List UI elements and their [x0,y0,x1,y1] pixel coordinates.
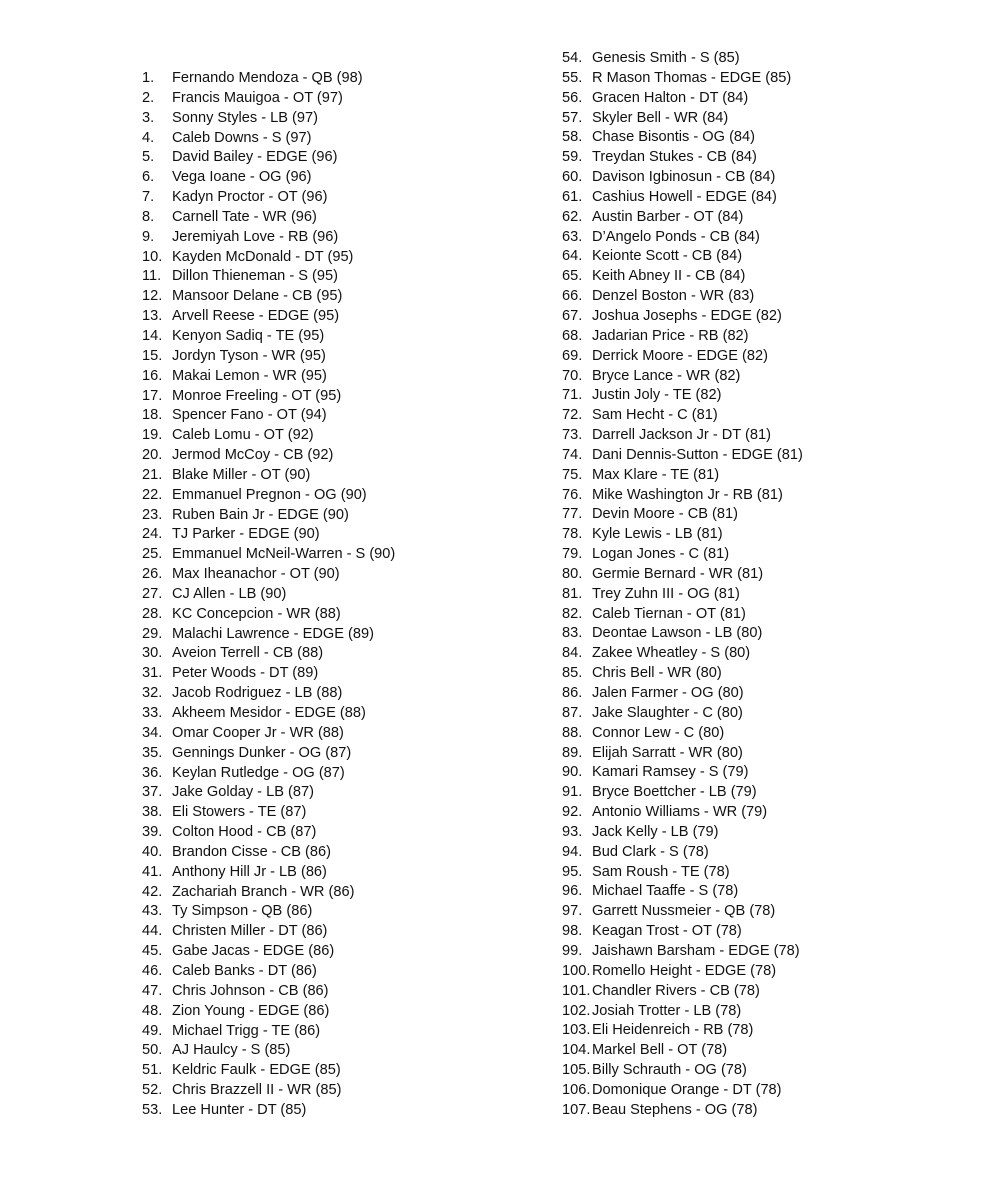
item-number: 36. [142,764,163,781]
item-number: 81. [562,585,583,602]
item-number: 105. [562,1062,591,1079]
item-text: Gennings Dunker - OG (87) [172,744,352,761]
item-number: 15. [142,347,163,364]
item-number: 95. [562,863,583,880]
item-text: Devin Moore - CB (81) [592,506,738,523]
item-number: 72. [562,407,583,424]
item-text: Emmanuel McNeil-Warren - S (90) [172,546,396,563]
item-number: 51. [142,1062,163,1079]
item-text: Romello Height - EDGE (78) [592,962,777,979]
item-text: AJ Haulcy - S (85) [172,1042,291,1059]
item-text: Makai Lemon - WR (95) [172,367,327,384]
item-number: 49. [142,1022,163,1039]
item-text: Davison Igbinosun - CB (84) [592,169,776,186]
item-text: Arvell Reese - EDGE (95) [172,308,340,325]
item-number: 78. [562,526,583,543]
item-text: Christen Miller - DT (86) [172,923,328,940]
item-number: 9. [142,228,155,245]
item-number: 45. [142,943,163,960]
item-number: 69. [562,347,583,364]
item-number: 48. [142,1002,163,1019]
item-number: 41. [142,863,163,880]
item-text: Derrick Moore - EDGE (82) [592,347,768,364]
item-number: 102. [562,1002,591,1019]
item-text: Chris Bell - WR (80) [592,665,722,682]
item-text: Bud Clark - S (78) [592,843,709,860]
item-number: 86. [562,685,583,701]
item-number: 6. [142,169,155,186]
item-number: 12. [142,288,163,305]
item-number: 3. [142,109,155,126]
item-number: 53. [142,1101,163,1118]
item-text: Bryce Lance - WR (82) [592,367,741,384]
item-text: Mansoor Delane - CB (95) [172,288,343,305]
item-text: Michael Trigg - TE (86) [172,1022,321,1039]
item-number: 46. [142,962,163,979]
item-text: Keagan Trost - OT (78) [592,923,742,940]
item-number: 57. [562,109,583,126]
item-number: 89. [562,744,583,761]
item-number: 20. [142,447,163,464]
item-number: 104. [562,1042,591,1059]
item-number: 44. [142,923,163,940]
item-number: 87. [562,704,583,721]
item-text: Joshua Josephs - EDGE (82) [592,307,782,324]
item-text: Elijah Sarratt - WR (80) [592,744,743,761]
item-number: 17. [142,387,163,404]
item-text: Dani Dennis-Sutton - EDGE (81) [592,446,803,463]
item-text: David Bailey - EDGE (96) [172,149,338,166]
item-number: 107. [562,1101,591,1118]
item-number: 73. [562,427,583,444]
item-text: TJ Parker - EDGE (90) [172,526,320,543]
item-text: Jalen Farmer - OG (80) [592,685,744,701]
item-number: 65. [562,268,583,285]
item-text: Kayden McDonald - DT (95) [172,248,354,265]
item-text: Gracen Halton - DT (84) [592,89,749,106]
item-text: Malachi Lawrence - EDGE (89) [172,625,374,642]
item-text: Justin Joly - TE (82) [592,387,722,404]
item-number: 90. [562,764,583,781]
item-number: 84. [562,645,583,662]
item-text: Jake Golday - LB (87) [172,784,314,801]
item-text: Zakee Wheatley - S (80) [592,645,751,662]
item-number: 4. [142,129,155,146]
item-text: Domonique Orange - DT (78) [592,1081,782,1098]
item-text: Jadarian Price - RB (82) [592,327,749,344]
item-text: Keylan Rutledge - OG (87) [172,764,345,781]
item-text: Chris Johnson - CB (86) [172,982,329,999]
item-number: 5. [142,149,155,166]
item-text: Austin Barber - OT (84) [592,208,744,225]
item-number: 42. [142,883,163,900]
item-number: 68. [562,327,583,344]
item-text: Max Klare - TE (81) [592,466,720,483]
item-text: Denzel Boston - WR (83) [592,288,755,305]
item-number: 29. [142,625,163,642]
item-number: 88. [562,724,583,741]
item-text: Colton Hood - CB (87) [172,824,317,841]
item-number: 66. [562,288,583,305]
item-number: 106. [562,1081,591,1098]
item-text: Darrell Jackson Jr - DT (81) [592,427,771,444]
item-number: 1. [142,70,155,86]
item-number: 43. [142,903,163,920]
item-number: 28. [142,605,163,622]
item-number: 62. [562,208,583,225]
item-text: Keith Abney II - CB (84) [592,268,746,285]
item-text: Jermod McCoy - CB (92) [172,447,334,464]
item-text: R Mason Thomas - EDGE (85) [592,69,792,86]
item-text: Garrett Nussmeier - QB (78) [592,903,776,920]
item-number: 93. [562,823,583,840]
item-text: Logan Jones - C (81) [592,546,730,563]
item-text: Anthony Hill Jr - LB (86) [172,863,327,880]
item-number: 79. [562,546,583,563]
item-text: Francis Mauigoa - OT (97) [172,89,343,106]
item-text: Jordyn Tyson - WR (95) [172,347,326,364]
item-text: Jeremiyah Love - RB (96) [172,228,339,245]
item-text: Billy Schrauth - OG (78) [592,1062,747,1079]
item-number: 7. [142,189,155,206]
item-text: Chris Brazzell II - WR (85) [172,1082,342,1099]
item-number: 31. [142,665,163,682]
item-text: Jake Slaughter - C (80) [592,704,743,721]
item-number: 80. [562,565,583,582]
item-text: Omar Cooper Jr - WR (88) [172,724,344,741]
item-number: 37. [142,784,163,801]
item-number: 76. [562,486,583,503]
item-text: Kamari Ramsey - S (79) [592,764,749,781]
item-text: Eli Stowers - TE (87) [172,804,307,821]
item-text: Zion Young - EDGE (86) [172,1002,330,1019]
item-number: 71. [562,387,583,404]
item-number: 47. [142,982,163,999]
item-number: 98. [562,923,583,940]
item-number: 92. [562,804,583,821]
item-text: Trey Zuhn III - OG (81) [592,585,740,602]
item-text: Germie Bernard - WR (81) [592,565,764,582]
item-number: 54. [562,50,583,66]
item-text: Spencer Fano - OT (94) [172,407,327,424]
item-text: Ty Simpson - QB (86) [172,903,313,920]
item-text: Jacob Rodriguez - LB (88) [172,685,343,702]
item-number: 10. [142,248,163,265]
item-number: 77. [562,506,583,523]
item-text: Beau Stephens - OG (78) [592,1101,758,1118]
item-text: Gabe Jacas - EDGE (86) [172,943,335,960]
item-text: Markel Bell - OT (78) [592,1042,728,1059]
item-number: 21. [142,466,163,483]
item-number: 59. [562,149,583,166]
item-text: Fernando Mendoza - QB (98) [172,70,363,86]
item-number: 16. [142,367,163,384]
item-text: Blake Miller - OT (90) [172,466,311,483]
item-text: Chandler Rivers - CB (78) [592,982,760,999]
item-number: 27. [142,585,163,602]
item-text: Sam Roush - TE (78) [592,863,730,880]
item-text: Caleb Banks - DT (86) [172,962,317,979]
item-text: Zachariah Branch - WR (86) [172,883,355,900]
item-text: Kenyon Sadiq - TE (95) [172,327,325,344]
item-number: 33. [142,705,163,721]
item-number: 96. [562,883,583,900]
item-number: 55. [562,69,583,86]
item-text: Michael Taaffe - S (78) [592,883,739,900]
item-text: Sonny Styles - LB (97) [172,109,319,126]
item-text: Aveion Terrell - CB (88) [172,645,324,662]
item-text: Sam Hecht - C (81) [592,407,718,424]
item-text: CJ Allen - LB (90) [172,585,287,602]
item-number: 11. [142,268,162,285]
item-text: Bryce Boettcher - LB (79) [592,784,757,801]
item-number: 38. [142,804,163,821]
item-number: 19. [142,427,163,444]
item-number: 23. [142,506,163,523]
item-text: Dillon Thieneman - S (95) [172,268,339,285]
item-number: 52. [142,1082,163,1099]
item-text: Kadyn Proctor - OT (96) [172,189,328,206]
item-number: 22. [142,486,163,503]
item-number: 58. [562,129,583,146]
item-number: 103. [562,1022,591,1039]
item-text: Jaishawn Barsham - EDGE (78) [592,942,800,959]
item-number: 85. [562,665,583,682]
item-number: 30. [142,645,163,662]
item-text: Lee Hunter - DT (85) [172,1101,307,1118]
item-number: 50. [142,1042,163,1059]
item-number: 99. [562,942,583,959]
item-number: 101. [562,982,591,999]
item-number: 56. [562,89,583,106]
item-text: Emmanuel Pregnon - OG (90) [172,486,367,503]
item-text: D’Angelo Ponds - CB (84) [592,228,760,245]
item-number: 18. [142,407,163,424]
item-number: 14. [142,327,163,344]
item-number: 32. [142,685,163,702]
item-number: 91. [562,784,583,801]
item-text: Peter Woods - DT (89) [172,665,319,682]
item-text: Skyler Bell - WR (84) [592,109,729,126]
item-text: Max Iheanachor - OT (90) [172,566,340,583]
item-number: 82. [562,605,583,622]
item-text: Mike Washington Jr - RB (81) [592,486,783,503]
item-text: Carnell Tate - WR (96) [172,208,317,225]
item-number: 70. [562,367,583,384]
item-text: Caleb Tiernan - OT (81) [592,605,746,622]
item-text: Deontae Lawson - LB (80) [592,625,763,642]
item-text: Genesis Smith - S (85) [592,50,740,66]
item-text: Keionte Scott - CB (84) [592,248,743,265]
item-number: 100. [562,962,591,979]
item-number: 60. [562,169,583,186]
item-number: 94. [562,843,583,860]
item-text: Chase Bisontis - OG (84) [592,129,756,146]
item-number: 35. [142,744,163,761]
item-text: Jack Kelly - LB (79) [592,823,719,840]
item-text: Vega Ioane - OG (96) [172,169,312,186]
item-number: 24. [142,526,163,543]
item-text: KC Concepcion - WR (88) [172,605,341,622]
item-text: Keldric Faulk - EDGE (85) [172,1062,341,1079]
item-text: Kyle Lewis - LB (81) [592,526,723,543]
item-number: 2. [142,89,155,106]
item-number: 83. [562,625,583,642]
item-text: Akheem Mesidor - EDGE (88) [172,705,366,721]
item-text: Caleb Downs - S (97) [172,129,312,146]
item-number: 75. [562,466,583,483]
item-number: 13. [142,308,163,325]
item-text: Cashius Howell - EDGE (84) [592,188,777,205]
item-number: 40. [142,843,163,860]
item-number: 64. [562,248,583,265]
item-text: Ruben Bain Jr - EDGE (90) [172,506,349,523]
item-number: 67. [562,307,583,324]
item-number: 63. [562,228,583,245]
item-text: Caleb Lomu - OT (92) [172,427,314,444]
item-number: 74. [562,446,583,463]
item-text: Connor Lew - C (80) [592,724,725,741]
item-number: 25. [142,546,163,563]
item-number: 39. [142,824,163,841]
item-number: 26. [142,566,163,583]
item-text: Monroe Freeling - OT (95) [172,387,342,404]
item-text: Antonio Williams - WR (79) [592,804,768,821]
item-text: Eli Heidenreich - RB (78) [592,1022,754,1039]
item-text: Brandon Cisse - CB (86) [172,843,331,860]
item-text: Josiah Trotter - LB (78) [592,1002,742,1019]
item-number: 61. [562,188,583,205]
item-text: Treydan Stukes - CB (84) [592,149,757,166]
item-number: 97. [562,903,583,920]
item-number: 34. [142,724,163,741]
item-number: 8. [142,208,155,225]
